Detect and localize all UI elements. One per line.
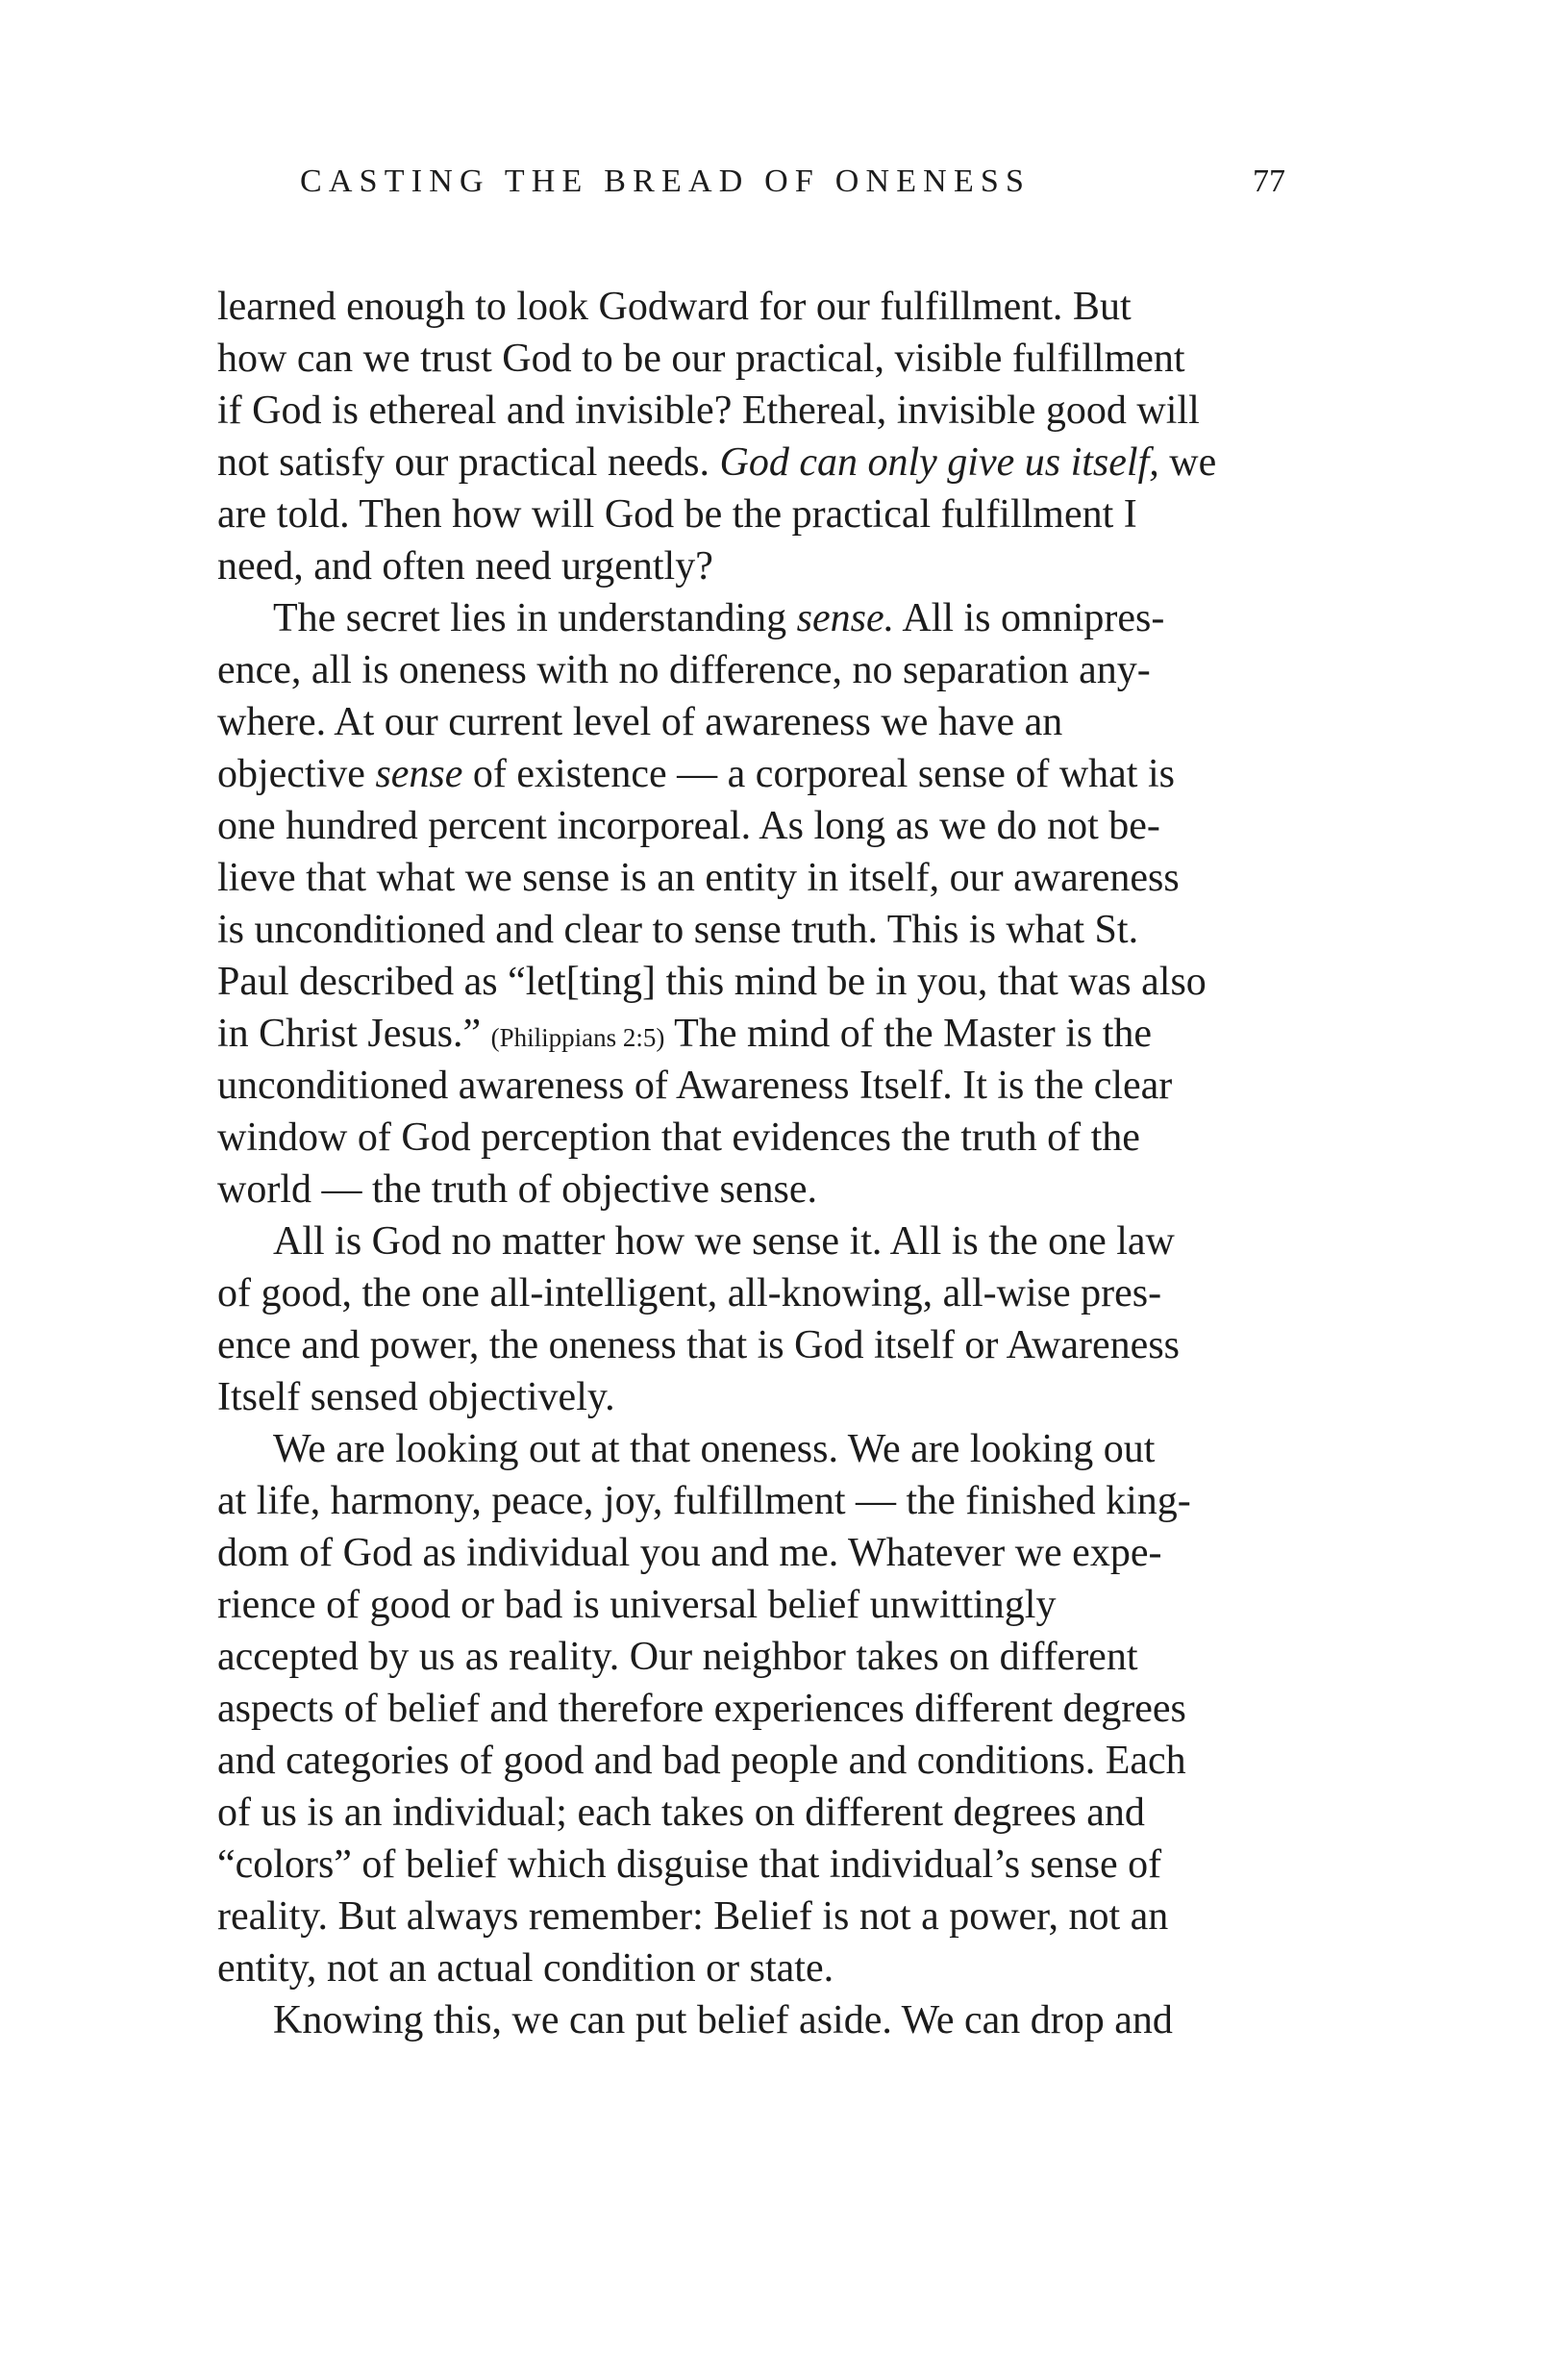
text-line <box>217 956 1285 1008</box>
text-line <box>217 1267 1285 1319</box>
text-segment: objective <box>217 752 376 796</box>
italic-emphasis: God can only give us itself, <box>719 440 1159 485</box>
scripture-citation: (Philippians 2:5) <box>490 1023 665 1052</box>
text-segment: at life, harmony, peace, joy, fulfillment — the finished king- <box>217 1479 1191 1523</box>
text-line <box>217 1787 1285 1839</box>
text-line <box>217 1008 1285 1060</box>
text-segment: The secret lies in understanding <box>273 596 797 640</box>
text-segment: one hundred percent incorporeal. As long as we do not be- <box>217 804 1160 848</box>
text-segment: not satisfy our practical needs. <box>217 440 720 485</box>
text-line <box>217 333 1285 385</box>
text-segment: All is omnipres- <box>894 596 1165 640</box>
text-line <box>217 1060 1285 1112</box>
text-line <box>217 852 1285 904</box>
text-line <box>217 1839 1285 1891</box>
text-segment: unconditioned awareness of Awareness Itself. It is the clear <box>217 1064 1173 1108</box>
text-line <box>217 1942 1285 1994</box>
text-segment: world — the truth of objective sense. <box>217 1167 818 1212</box>
text-line <box>217 437 1285 489</box>
chapter-title: CASTING THE BREAD OF ONENESS <box>300 163 1032 199</box>
text-segment: of existence — a corporeal sense of what is <box>462 752 1175 796</box>
text-segment: The mind of the Master is the <box>664 1012 1153 1056</box>
text-line <box>217 1735 1285 1787</box>
text-line <box>217 748 1285 800</box>
text-segment: learned enough to look Godward for our fulfillment. But <box>217 285 1132 329</box>
text-segment: “colors” of belief which disguise that individual’s sense of <box>217 1842 1162 1887</box>
text-segment: are told. Then how will God be the practical fulfillment I <box>217 492 1137 537</box>
text-segment: rience of good or bad is universal belief unwittingly <box>217 1583 1057 1627</box>
text-segment: accepted by us as reality. Our neighbor takes on different <box>217 1635 1138 1679</box>
text-segment: is unconditioned and clear to sense truth. This is what St. <box>217 908 1139 952</box>
paragraph-first-line <box>217 1994 1285 2046</box>
text-segment: Paul described as “let[ting] this mind be in you, that was also <box>217 960 1207 1004</box>
text-segment: need, and often need urgently? <box>217 544 713 589</box>
text-line <box>217 1631 1285 1683</box>
text-segment: how can we trust God to be our practical, visible fulfillment <box>217 337 1185 381</box>
text-segment: ence, all is oneness with no difference, no separation any- <box>217 648 1151 692</box>
italic-emphasis: sense <box>375 752 463 796</box>
text-segment: window of God perception that evidences the truth of the <box>217 1115 1140 1160</box>
text-segment: we <box>1158 440 1217 485</box>
text-segment: lieve that what we sense is an entity in itself, our awareness <box>217 856 1180 900</box>
text-line <box>217 540 1285 592</box>
text-line <box>217 904 1285 956</box>
text-segment: where. At our current level of awareness we have an <box>217 700 1063 744</box>
text-line <box>217 1527 1285 1579</box>
text-line <box>217 1475 1285 1527</box>
text-segment: in Christ Jesus.” <box>217 1012 491 1056</box>
page-number: 77 <box>1253 163 1285 199</box>
text-segment: All is God no matter how we sense it. All is the one law <box>273 1219 1175 1264</box>
text-line <box>217 1683 1285 1735</box>
text-segment: We are looking out at that oneness. We are looking out <box>273 1427 1156 1471</box>
text-line <box>217 1112 1285 1164</box>
paragraph-first-line <box>217 592 1285 644</box>
text-segment: of us is an individual; each takes on different degrees and <box>217 1791 1145 1835</box>
paragraph-first-line <box>217 1423 1285 1475</box>
text-segment: reality. But always remember: Belief is not a power, not an <box>217 1894 1169 1939</box>
text-segment: aspects of belief and therefore experiences different degrees <box>217 1687 1186 1731</box>
text-segment: dom of God as individual you and me. Whatever we expe- <box>217 1531 1162 1575</box>
body-text <box>217 281 1285 2046</box>
paragraph-first-line <box>217 1215 1285 1267</box>
text-segment: and categories of good and bad people and conditions. Each <box>217 1739 1186 1783</box>
text-segment: Itself sensed objectively. <box>217 1375 615 1419</box>
text-line <box>217 1579 1285 1631</box>
text-segment: ence and power, the oneness that is God itself or Awareness <box>217 1323 1181 1367</box>
text-line <box>217 1164 1285 1215</box>
text-line <box>217 489 1285 540</box>
text-line <box>217 696 1285 748</box>
text-segment: Knowing this, we can put belief aside. We can drop and <box>273 1998 1173 2042</box>
text-line <box>217 1319 1285 1371</box>
text-line <box>217 800 1285 852</box>
text-line <box>217 1891 1285 1942</box>
text-line <box>217 385 1285 437</box>
text-segment: if God is ethereal and invisible? Ethereal, invisible good will <box>217 388 1200 433</box>
text-line <box>217 281 1285 333</box>
text-segment: of good, the one all-intelligent, all-knowing, all-wise pres- <box>217 1271 1162 1315</box>
running-head <box>217 162 1285 210</box>
text-line <box>217 1371 1285 1423</box>
text-line <box>217 644 1285 696</box>
italic-emphasis: sense. <box>796 596 895 640</box>
text-segment: entity, not an actual condition or state. <box>217 1946 834 1991</box>
